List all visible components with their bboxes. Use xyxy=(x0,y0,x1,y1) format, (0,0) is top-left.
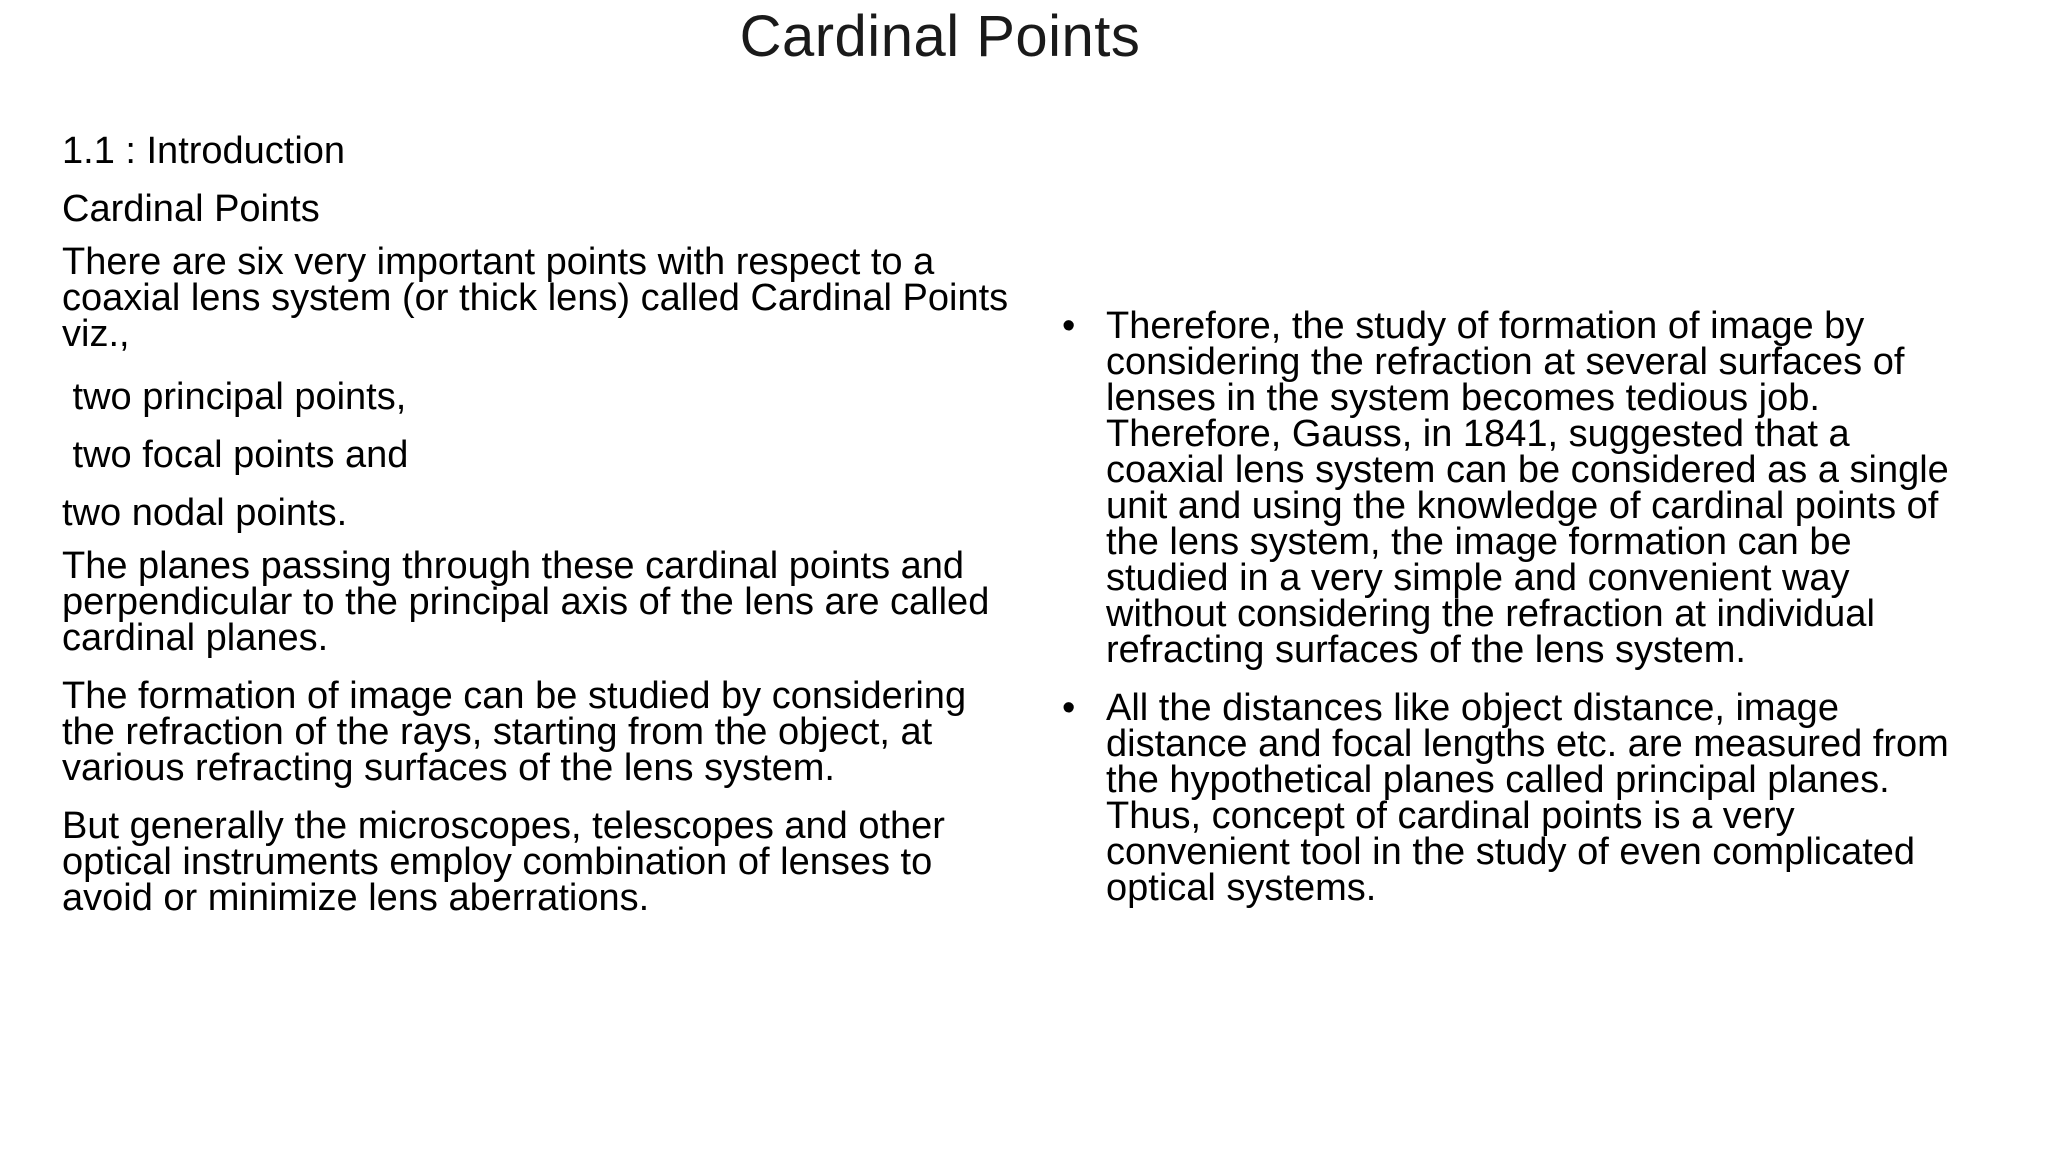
focal-points-line: two focal points and xyxy=(62,434,409,476)
bullet-text-gauss: Therefore, the study of formation of image by considering the refraction at several surfaces of lenses in the system becomes tedious job. Therefore, Gauss, in 1841, suggested that a coaxial lens system can be considered as a single unit and using the knowledge of cardinal points of the lens system, the image formation can be studied in a very simple and convenient way without considering the refraction at individual refracting surfaces of the lens system. xyxy=(1106,305,1949,671)
bullet-icon: • xyxy=(1062,305,1076,347)
bullet-item-distances xyxy=(1062,687,1962,909)
cardinal-planes-paragraph: The planes passing through these cardinal points and perpendicular to the principal axis of the lens are called cardinal planes. xyxy=(62,545,990,659)
bullet-text-distances: All the distances like object distance, image distance and focal lengths etc. are measured from the hypothetical planes called principal planes. Thus, concept of cardinal points is a very convenient tool in the study of even complicated optical systems. xyxy=(1106,687,1949,909)
nodal-points-line: two nodal points. xyxy=(62,492,348,534)
bullet-icon: • xyxy=(1062,687,1076,729)
slide-title: Cardinal Points xyxy=(739,4,1141,69)
bullet-list xyxy=(1062,305,1962,909)
section-subheading: Cardinal Points xyxy=(62,188,320,230)
principal-points-line: two principal points, xyxy=(62,376,407,418)
section-heading: 1.1 : Introduction xyxy=(62,130,346,172)
right-column xyxy=(1062,305,1962,928)
image-formation-paragraph: The formation of image can be studied by considering the refraction of the rays, starting from the object, at various refracting surfaces of the lens system. xyxy=(62,675,967,789)
left-column xyxy=(62,128,1022,938)
optical-instruments-paragraph: But generally the microscopes, telescopes and other optical instruments employ combination of lenses to avoid or minimize lens aberrations. xyxy=(62,805,945,919)
bullet-item-gauss xyxy=(1062,305,1962,671)
intro-paragraph: There are six very important points with respect to a coaxial lens system (or thick lens) called Cardinal Points viz., xyxy=(62,241,1009,355)
